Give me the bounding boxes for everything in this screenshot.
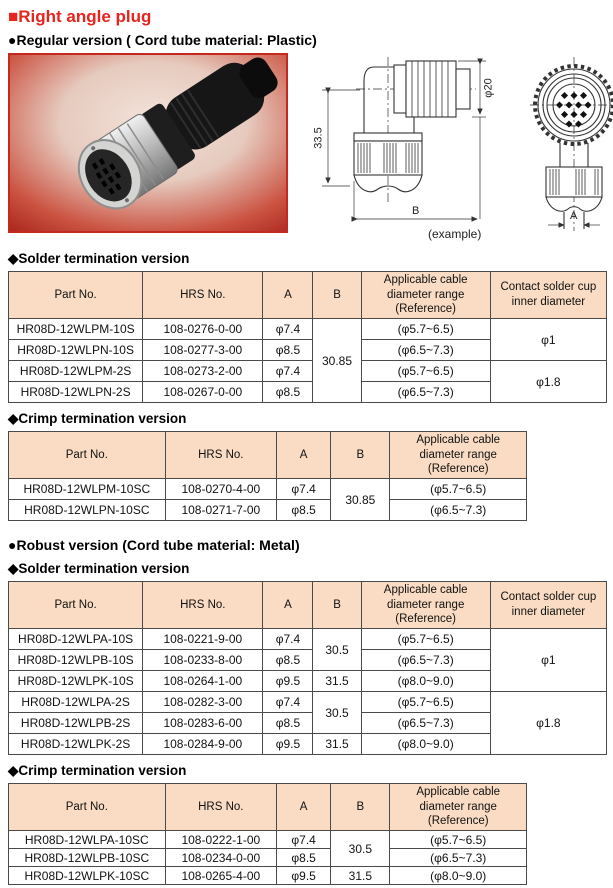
cell-a: φ8.5	[263, 650, 313, 671]
cell-cable-range: (φ5.7~6.5)	[361, 629, 490, 650]
dimension-drawing	[298, 53, 613, 243]
regular-crimp-heading: ◆Crimp termination version	[8, 411, 187, 426]
col-hrs-no: HRS No.	[165, 432, 276, 479]
cell-part-no: HR08D-12WLPK-2S	[9, 734, 143, 755]
robust-solder-heading: ◆Solder termination version	[8, 561, 190, 576]
dim-b-label: B	[412, 205, 420, 217]
col-cable-range: Applicable cable diameter range (Reference)	[361, 272, 490, 319]
cell-part-no: HR08D-12WLPM-2S	[9, 361, 143, 382]
cell-part-no: HR08D-12WLPA-10SC	[9, 831, 166, 849]
cell-cable-range: (φ5.7~6.5)	[390, 831, 527, 849]
col-part-no: Part No.	[9, 582, 143, 629]
cell-a: φ7.4	[263, 361, 313, 382]
cell-a: φ7.4	[263, 319, 313, 340]
cell-hrs-no: 108-0270-4-00	[165, 479, 276, 500]
cell-hrs-no: 108-0283-6-00	[143, 713, 263, 734]
cell-contact-cup: φ1	[490, 629, 606, 692]
col-cable-range: Applicable cable diameter range (Reference)	[390, 432, 527, 479]
cell-a: φ9.5	[277, 867, 331, 885]
regular-crimp-table	[8, 431, 527, 521]
cell-cable-range: (φ6.5~7.3)	[390, 849, 527, 867]
col-hrs-no: HRS No.	[143, 272, 263, 319]
cell-a: φ8.5	[263, 340, 313, 361]
connector-photo-illustration	[10, 55, 286, 231]
cell-hrs-no: 108-0234-0-00	[165, 849, 276, 867]
col-cable-range: Applicable cable diameter range (Reference)	[390, 784, 527, 831]
cell-cable-range: (φ5.7~6.5)	[361, 692, 490, 713]
cell-hrs-no: 108-0221-9-00	[143, 629, 263, 650]
table-row	[9, 831, 527, 849]
cell-cable-range: (φ5.7~6.5)	[361, 319, 490, 340]
col-hrs-no: HRS No.	[165, 784, 276, 831]
table-row	[9, 500, 527, 521]
cell-b: 30.85	[331, 479, 390, 521]
cell-cable-range: (φ6.5~7.3)	[361, 650, 490, 671]
col-b: B	[331, 784, 390, 831]
col-b: B	[313, 582, 361, 629]
cell-b: 30.85	[313, 319, 361, 403]
table-row	[9, 629, 607, 650]
cell-hrs-no: 108-0267-0-00	[143, 382, 263, 403]
cell-part-no: HR08D-12WLPK-10S	[9, 671, 143, 692]
table-header-row	[9, 582, 607, 629]
cell-part-no: HR08D-12WLPB-2S	[9, 713, 143, 734]
cell-contact-cup: φ1.8	[490, 692, 606, 755]
cell-b: 31.5	[331, 867, 390, 885]
cell-a: φ8.5	[277, 849, 331, 867]
cell-a: φ9.5	[263, 671, 313, 692]
cell-hrs-no: 108-0282-3-00	[143, 692, 263, 713]
cell-cable-range: (φ5.7~6.5)	[390, 479, 527, 500]
col-part-no: Part No.	[9, 432, 166, 479]
table-row	[9, 867, 527, 885]
cell-part-no: HR08D-12WLPK-10SC	[9, 867, 166, 885]
cell-hrs-no: 108-0233-8-00	[143, 650, 263, 671]
col-a: A	[277, 432, 331, 479]
col-b: B	[313, 272, 361, 319]
cell-cable-range: (φ6.5~7.3)	[361, 382, 490, 403]
drawing-caption: (example)	[428, 227, 482, 241]
product-photo	[8, 53, 288, 233]
table-row	[9, 692, 607, 713]
cell-cable-range: (φ8.0~9.0)	[390, 867, 527, 885]
cell-hrs-no: 108-0222-1-00	[165, 831, 276, 849]
cell-cable-range: (φ6.5~7.3)	[361, 340, 490, 361]
robust-crimp-table	[8, 783, 527, 885]
col-contact-cup: Contact solder cup inner diameter	[490, 272, 606, 319]
cell-part-no: HR08D-12WLPM-10SC	[9, 479, 166, 500]
cell-a: φ9.5	[263, 734, 313, 755]
table-row	[9, 361, 607, 382]
cell-part-no: HR08D-12WLPN-10SC	[9, 500, 166, 521]
robust-crimp-heading: ◆Crimp termination version	[8, 763, 187, 778]
line-drawing	[298, 53, 613, 243]
regular-version-heading: ●Regular version ( Cord tube material: Plastic)	[8, 32, 317, 48]
cell-a: φ7.4	[277, 479, 331, 500]
table-header-row	[9, 784, 527, 831]
cell-a: φ7.4	[263, 629, 313, 650]
col-a: A	[263, 272, 313, 319]
col-hrs-no: HRS No.	[143, 582, 263, 629]
cell-hrs-no: 108-0264-1-00	[143, 671, 263, 692]
media-row	[8, 53, 605, 243]
col-a: A	[277, 784, 331, 831]
col-b: B	[331, 432, 390, 479]
dim-phi20-label: φ20	[482, 78, 495, 98]
cell-a: φ8.5	[263, 713, 313, 734]
regular-solder-table	[8, 271, 607, 403]
col-part-no: Part No.	[9, 272, 143, 319]
cell-b: 30.5	[331, 831, 390, 867]
cell-part-no: HR08D-12WLPA-2S	[9, 692, 143, 713]
col-part-no: Part No.	[9, 784, 166, 831]
robust-version-heading: ●Robust version (Cord tube material: Metal)	[8, 537, 300, 553]
cell-a: φ7.4	[277, 831, 331, 849]
cell-a: φ7.4	[263, 692, 313, 713]
col-a: A	[263, 582, 313, 629]
cell-cable-range: (φ6.5~7.3)	[390, 500, 527, 521]
table-row	[9, 849, 527, 867]
table-row	[9, 319, 607, 340]
cell-cable-range: (φ5.7~6.5)	[361, 361, 490, 382]
cell-cable-range: (φ8.0~9.0)	[361, 671, 490, 692]
cell-hrs-no: 108-0265-4-00	[165, 867, 276, 885]
cell-hrs-no: 108-0273-2-00	[143, 361, 263, 382]
cell-b: 30.5	[313, 692, 361, 734]
cell-b: 30.5	[313, 629, 361, 671]
col-cable-range: Applicable cable diameter range (Reference)	[361, 582, 490, 629]
cell-part-no: HR08D-12WLPB-10SC	[9, 849, 166, 867]
cell-cable-range: (φ8.0~9.0)	[361, 734, 490, 755]
cell-part-no: HR08D-12WLPA-10S	[9, 629, 143, 650]
cell-a: φ8.5	[263, 382, 313, 403]
regular-solder-heading: ◆Solder termination version	[8, 251, 190, 266]
table-header-row	[9, 272, 607, 319]
table-header-row	[9, 432, 527, 479]
cell-contact-cup: φ1.8	[490, 361, 606, 403]
cell-hrs-no: 108-0271-7-00	[165, 500, 276, 521]
cell-hrs-no: 108-0284-9-00	[143, 734, 263, 755]
cell-part-no: HR08D-12WLPM-10S	[9, 319, 143, 340]
cell-a: φ8.5	[277, 500, 331, 521]
cell-b: 31.5	[313, 671, 361, 692]
dim-33-5-label: 33.5	[312, 127, 325, 149]
cell-hrs-no: 108-0277-3-00	[143, 340, 263, 361]
cell-contact-cup: φ1	[490, 319, 606, 361]
dim-a-label: A	[570, 210, 578, 222]
page-title: ■Right angle plug	[8, 7, 152, 26]
table-row	[9, 479, 527, 500]
robust-solder-table	[8, 581, 607, 755]
cell-b: 31.5	[313, 734, 361, 755]
cell-hrs-no: 108-0276-0-00	[143, 319, 263, 340]
cell-part-no: HR08D-12WLPN-10S	[9, 340, 143, 361]
cell-cable-range: (φ6.5~7.3)	[361, 713, 490, 734]
cell-part-no: HR08D-12WLPB-10S	[9, 650, 143, 671]
cell-part-no: HR08D-12WLPN-2S	[9, 382, 143, 403]
col-contact-cup: Contact solder cup inner diameter	[490, 582, 606, 629]
